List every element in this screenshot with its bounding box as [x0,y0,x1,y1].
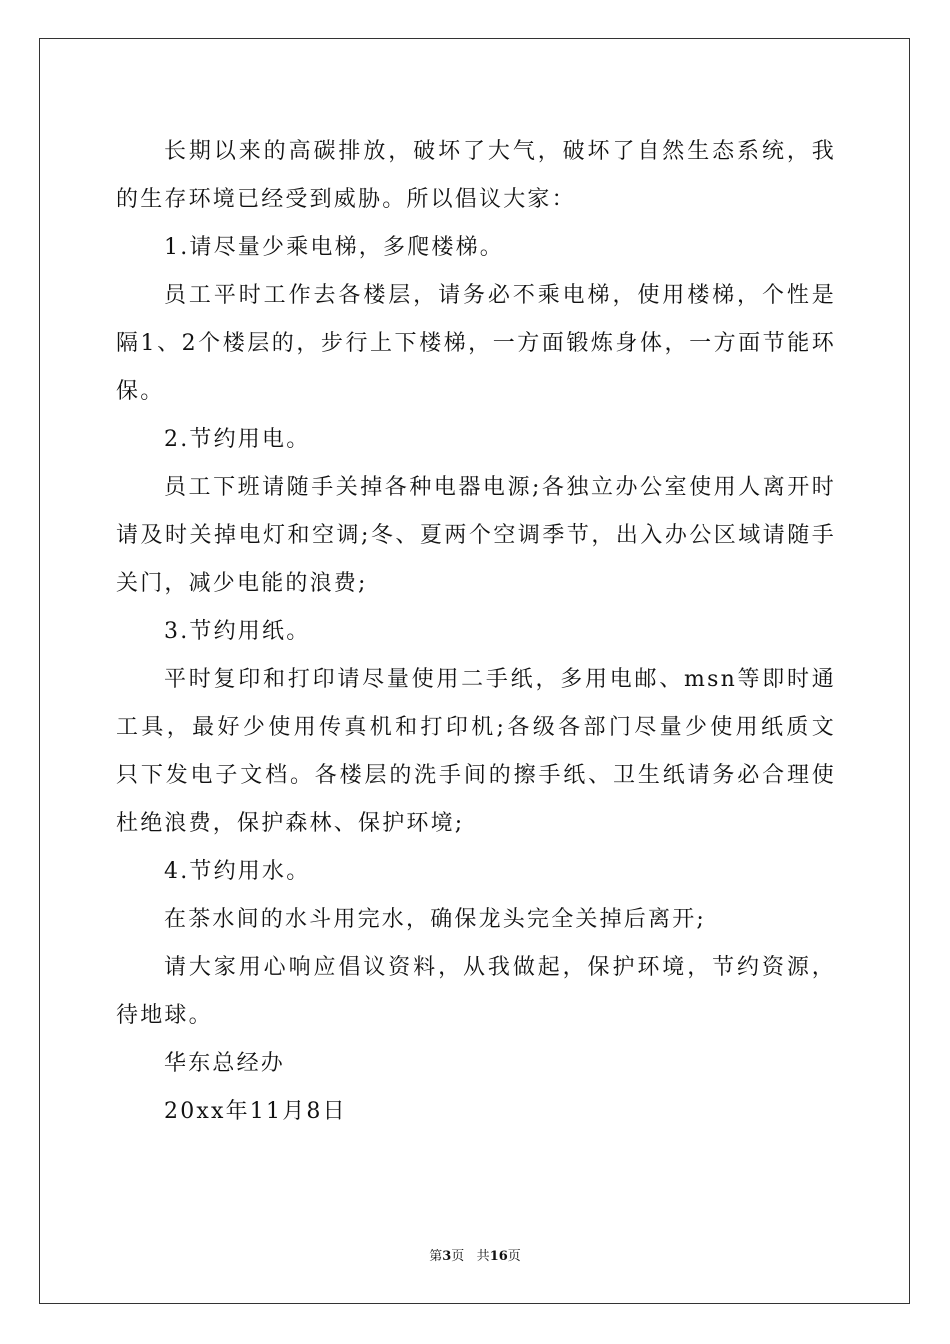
text-line: 员工下班请随手关掉各种电器电源;各独立办公室使用人离开时 [164,475,836,500]
footer-page-prefix: 第 [429,1249,443,1264]
footer-total-suffix: 页 [507,1249,521,1264]
footer-total-pages: 16 [489,1249,508,1264]
text-line: 隔1、2个楼层的，步行上下楼梯，一方面锻炼身体，一方面节能环 [116,331,836,356]
footer-page-suffix: 页 [451,1249,465,1264]
text-line: 华东总经办 [164,1051,286,1076]
text-line: 2.节约用电。 [164,427,311,452]
text-line: 20xx年11月8日 [164,1099,347,1124]
text-line: 请及时关掉电灯和空调;冬、夏两个空调季节，出入办公区域请随手 [116,523,836,548]
text-line: 平时复印和打印请尽量使用二手纸，多用电邮、msn等即时通 [164,667,836,692]
text-line: 杜绝浪费，保护森林、保护环境; [116,811,465,836]
text-line: 关门，减少电能的浪费; [116,571,368,596]
text-line: 工具，最好少使用传真机和打印机;各级各部门尽量少使用纸质文 [116,715,836,740]
text-line: 只下发电子文档。各楼层的洗手间的擦手纸、卫生纸请务必合理使 [116,763,836,788]
text-line: 3.节约用纸。 [164,619,311,644]
text-line: 的生存环境已经受到威胁。所以倡议大家： [116,187,576,212]
text-line: 1.请尽量少乘电梯，多爬楼梯。 [164,235,504,260]
text-line: 4.节约用水。 [164,859,311,884]
text-line: 保。 [116,379,165,404]
document-body [116,128,836,1136]
text-line: 待地球。 [116,1003,213,1028]
page-footer [0,1248,950,1266]
text-line: 请大家用心响应倡议资料，从我做起，保护环境，节约资源， [164,955,836,980]
footer-page-number: 3 [442,1249,452,1264]
footer-total-prefix: 共 [476,1249,490,1264]
text-line: 员工平时工作去各楼层，请务必不乘电梯，使用楼梯，个性是 [164,283,836,308]
text-line: 长期以来的高碳排放，破坏了大气，破坏了自然生态系统，我 [164,139,836,164]
text-line: 在茶水间的水斗用完水，确保龙头完全关掉后离开; [164,907,707,932]
